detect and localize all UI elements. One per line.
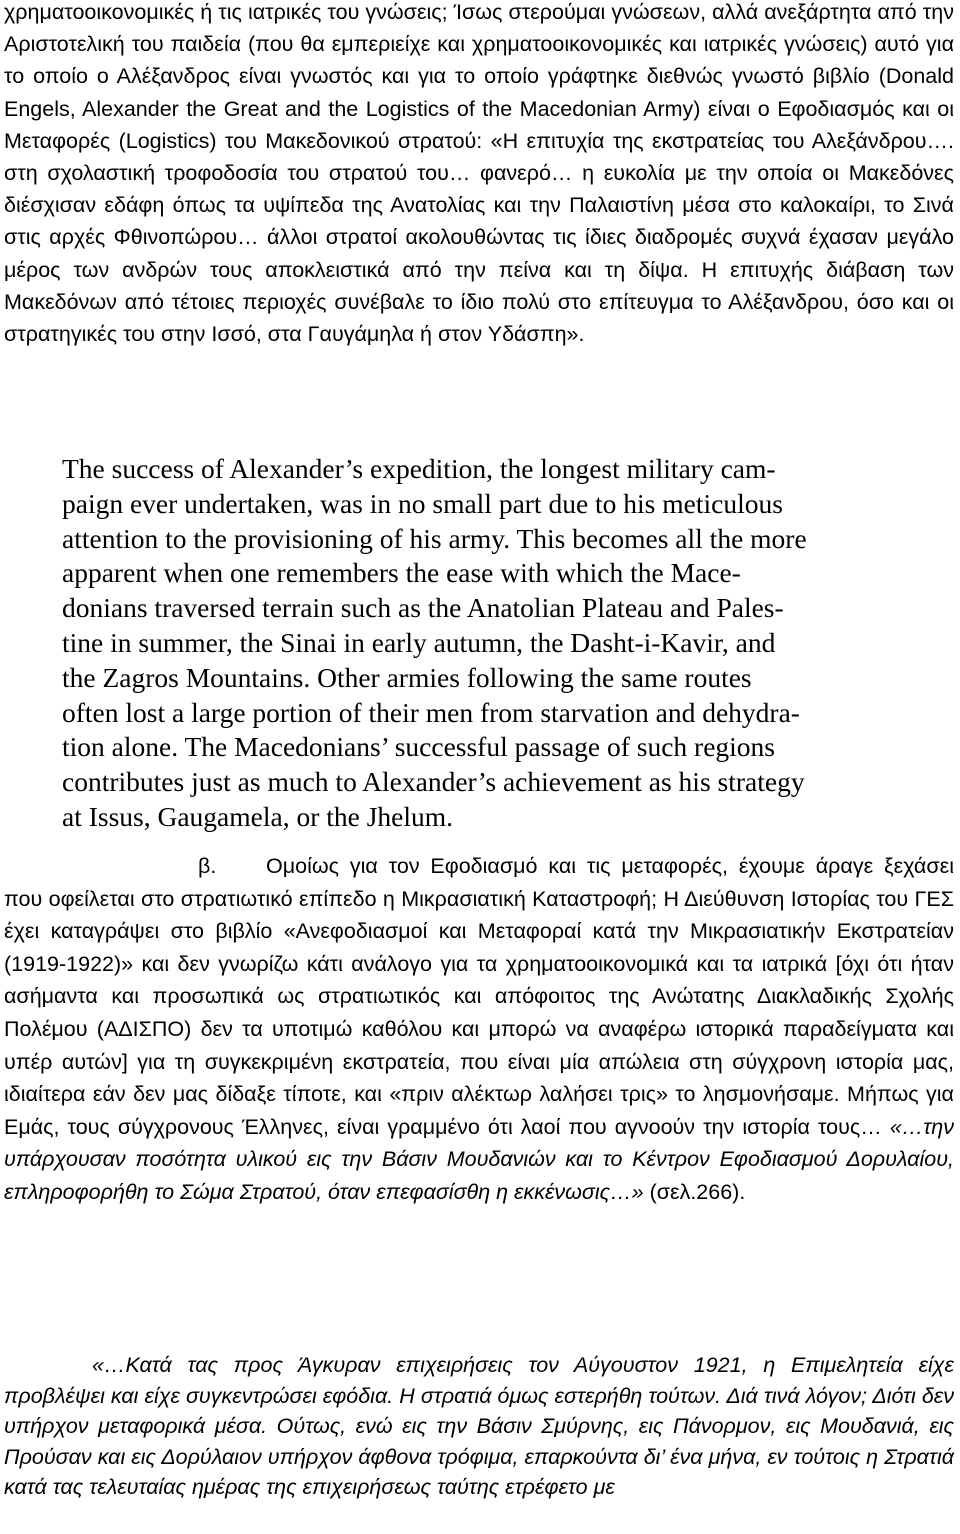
page-reference: (σελ.266). bbox=[649, 1179, 746, 1204]
scanned-book-excerpt bbox=[62, 452, 928, 836]
paragraph-asia-minor-campaign bbox=[4, 850, 954, 1209]
scan-line: tine in summer, the Sinai in early autumn, the Dasht-i-Kavir, and bbox=[62, 626, 776, 658]
scan-line: apparent when one remembers the ease with which the Mace- bbox=[62, 557, 741, 589]
list-marker: β. bbox=[198, 854, 217, 878]
scan-line: donians traversed terrain such as the Anatolian Plateau and Pales- bbox=[62, 592, 784, 624]
paragraph-text: Ομοίως για τον Εφοδιασμό και τις μεταφορές, έχουμε άραγε ξεχάσει που οφείλεται στο στρατιωτικό επίπεδο η Μικρασιατική Καταστροφή; Η Διεύθυνση Ιστορίας του ΓΕΣ έχει καταγράψει στο βιβλίο «Ανεφοδιασμοί και Μεταφοραί κατά την Μικρασιατικήν Εκστρατείαν (1919-1922)» και δεν γνωρίζω κάτι ανάλογο για τα χρηματοοικονομικά και τα ιατρικά [όχι ότι ήταν ασήμαντα και προσωπικά ως στρατιωτικός και απόφοιτος της Ανώτατης Διακλαδικής Σχολής Πολέμου (ΑΔΙΣΠΟ) δεν τα υποτιμώ καθόλου και μπορώ να αναφέρω ιστορικά παραδείγματα και υπέρ αυτών] για τη συγκεκριμένη εκστρατεία, που είναι μία απώλεια στη σύγχρονη ιστορία μας, ιδιαίτερα εάν δεν μας δίδαξε τίποτε, και «πριν αλέκτωρ λαλήσει τρις» το λησμονήσαμε. Μήπως για Εμάς, τους σύγχρονους Έλληνες, είναι γραμμένο ότι λαοί που αγνοούν την ιστορία τους… bbox=[4, 854, 954, 1139]
scan-line: the Zagros Mountains. Other armies following the same routes bbox=[62, 661, 752, 693]
scan-line: at Issus, Gaugamela, or the Jhelum. bbox=[62, 800, 454, 832]
scan-line: contributes just as much to Alexander’s achievement as his strategy bbox=[62, 766, 805, 798]
scan-line: often lost a large portion of their men from starvation and dehydra- bbox=[62, 696, 800, 728]
quote-text: «…Κατά τας προς Άγκυραν επιχειρήσεις τον Αύγουστον 1921, η Επιμελητεία είχε προβλέψει και είχε συγκεντρώσει εφόδια. Η στρατιά όμως εστερήθη τούτων. Διά τινά λόγον; Διότι δεν υπήρχον μεταφορικά μέσα. Ούτως, ενώ εις την Βάσιν Σμύρνης, εις Πάνορμον, εις Μουδανιά, εις Προύσαν και εις Δορύλαιον υπήρχον άφθονα τρόφιμα, επαρκούντα δι’ ένα μήνα, εν τούτοις η Στρατιά κατά τας τελευταίας ημέρας της επιχειρήσεως ταύτης ετρέφετο με bbox=[4, 1353, 954, 1499]
paragraph-alexander-logistics: χρηματοοικονομικές ή τις ιατρικές του γνώσεις; Ίσως στερούμαι γνώσεων, αλλά ανεξάρτητα από την Αριστοτελική του παιδεία (που θα εμπεριείχε και χρηματοοικονομικές και ιατρικές γνώσεις) αυτό για το οποίο ο Αλέξανδρος είναι γνωστός και για το οποίο γράφτηκε διεθνώς γνωστό βιβλίο (Donald Engels, Alexander the Great and the Logistics of the Macedonian Army) είναι ο Εφοδιασμός και οι Μεταφορές (Logistics) του Μακεδονικού στρατού: «Η επιτυχία της εκστρατείας του Αλεξάνδρου…. στη σχολαστική τροφοδοσία του στρατού του… φανερό… η ευκολία με την οποία οι Μακεδόνες διέσχισαν εδάφη όπως τα υψίπεδα της Ανατολίας και την Παλαιστίνη μέσα στο καλοκαίρι, το Σινά στις αρχές Φθινοπώρου… άλλοι στρατοί ακολουθώντας τις ίδιες διαδρομές συχνά έχασαν μεγάλο μέρος των ανδρών τους αποκλειστικά από την πείνα και τη δίψα. Η επιτυχής διάβαση των Μακεδόνων από τέτοιες περιοχές συνέβαλε το ίδιο πολύ στο επίτευγμα το Αλέξανδρου, όσο και οι στρατηγικές του στην Ισσό, στα Γαυγάμηλα ή στον Υδάσπη». bbox=[4, 0, 954, 347]
scan-line: attention to the provisioning of his army. This becomes all the more bbox=[62, 522, 807, 554]
paragraph-ankara-quote bbox=[4, 1350, 954, 1503]
scan-line: tion alone. The Macedonians’ successful passage of such regions bbox=[62, 731, 776, 763]
italic-quote: «…την υπάρχουσαν ποσότητα υλικού εις την Βάσιν Μουδανιών και το Κέντρον Εφοδιασμού Δορυλαίου, επληροφορήθη το Σώμα Στρατού, όταν επεφασίσθη η εκκένωσις…» bbox=[4, 1114, 954, 1204]
scan-line: The success of Alexander’s expedition, the longest military cam- bbox=[62, 453, 776, 484]
scan-line: paign ever undertaken, was in no small part due to his meticulous bbox=[62, 487, 783, 519]
